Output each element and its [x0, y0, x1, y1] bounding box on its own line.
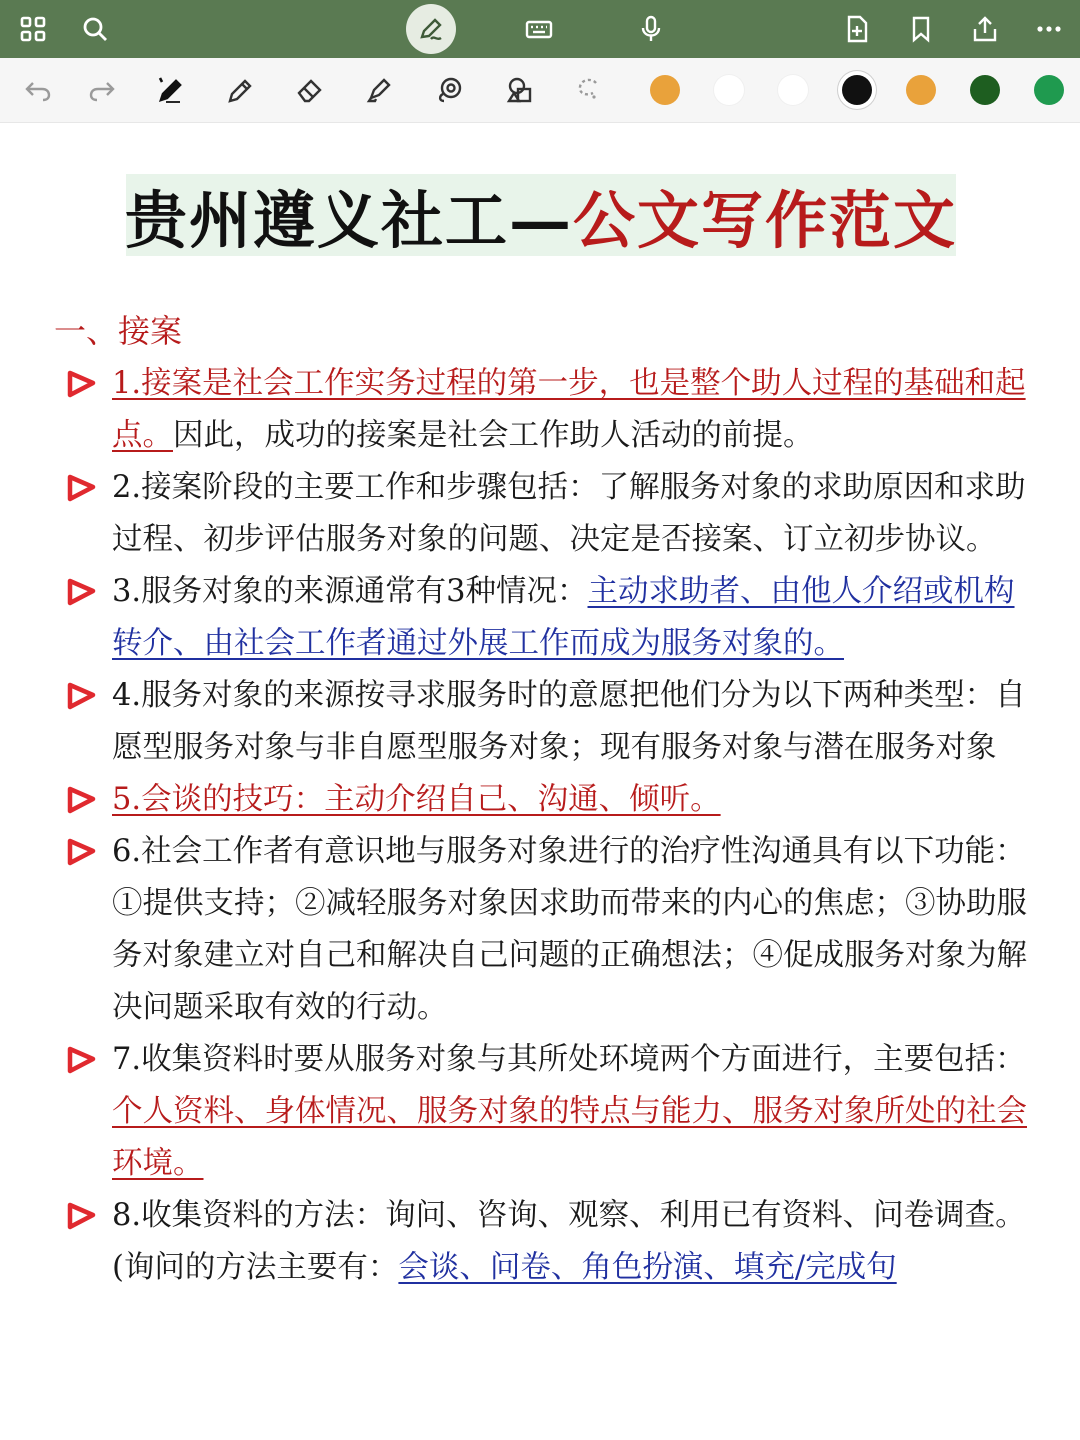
- bookmark-icon[interactable]: [898, 6, 944, 52]
- highlight-red-text: 1.接案是社会工作实务过程的第一步，也是整个助人过程的基础和起点。: [112, 366, 1026, 453]
- note-item: [60, 670, 1035, 774]
- note-item: [60, 774, 1035, 826]
- microphone-icon[interactable]: [628, 6, 674, 52]
- note-item: [60, 826, 1035, 1034]
- highlight-blue-text: 主动求助者、由他人介绍或机构转介、由社会工作者通过外展工作而成为服务对象的。: [112, 574, 1015, 661]
- item-text: 7.收集资料时要从服务对象与其所处环境两个方面进行，主要包括：: [112, 1042, 1026, 1077]
- search-icon[interactable]: [72, 6, 118, 52]
- keyboard-icon[interactable]: [516, 6, 562, 52]
- triangle-bullet-icon: [64, 682, 96, 710]
- pen-icon[interactable]: [148, 68, 192, 112]
- note-item: [60, 1190, 1035, 1294]
- color-swatch-black-selected[interactable]: [842, 75, 872, 105]
- undo-icon[interactable]: [16, 68, 60, 112]
- title-red-part: 公文写作范文: [573, 183, 958, 257]
- triangle-bullet-icon: [64, 838, 96, 866]
- shapes-icon[interactable]: [498, 68, 542, 112]
- note-title: [126, 174, 956, 256]
- eraser-icon[interactable]: [288, 68, 332, 112]
- title-black-part: 贵州遵义社工—: [124, 183, 573, 257]
- note-item: [60, 358, 1035, 462]
- item-text: 4.服务对象的来源按寻求服务时的意愿把他们分为以下两种类型：自愿型服务对象与非自愿型服务对象；现有服务对象与潜在服务对象: [112, 678, 1026, 765]
- color-swatch-white[interactable]: [714, 75, 744, 105]
- note-item-list: [60, 358, 1035, 1294]
- item-text: 3.服务对象的来源通常有3种情况：: [112, 574, 588, 609]
- lasso-icon[interactable]: [428, 68, 472, 112]
- highlight-red-text: 5.会谈的技巧：主动介绍自己、沟通、倾听。: [112, 782, 721, 817]
- triangle-bullet-icon: [64, 474, 96, 502]
- item-text: 6.社会工作者有意识地与服务对象进行的治疗性沟通具有以下功能：①提供支持；②减轻服务对象因求助而带来的内心的焦虑；③协助服务对象建立对自己和解决自己问题的正确想法；④促成服务对象为解决问题采取有效的行动。: [112, 834, 1027, 1025]
- triangle-bullet-icon: [64, 786, 96, 814]
- triangle-bullet-icon: [64, 370, 96, 398]
- triangle-bullet-icon: [64, 1202, 96, 1230]
- triangle-bullet-icon: [64, 1046, 96, 1074]
- highlight-red-text: 个人资料、身体情况、服务对象的特点与能力、服务对象所处的社会环境。: [112, 1094, 1027, 1181]
- highlighter-icon[interactable]: [356, 68, 400, 112]
- app-top-bar: [0, 0, 1080, 58]
- laser-icon[interactable]: [566, 68, 610, 112]
- item-text: 8.收集资料的方法：询问、咨询、观察、利用已有资料、问卷调查。(询问的方法主要有：: [112, 1198, 1026, 1285]
- note-item: [60, 462, 1035, 566]
- triangle-bullet-icon: [64, 578, 96, 606]
- share-icon[interactable]: [962, 6, 1008, 52]
- color-swatch-dark-green[interactable]: [970, 75, 1000, 105]
- color-swatch-orange-2[interactable]: [906, 75, 936, 105]
- color-swatch-green[interactable]: [1034, 75, 1064, 105]
- color-swatch-orange[interactable]: [650, 75, 680, 105]
- note-item: [60, 1034, 1035, 1190]
- redo-icon[interactable]: [80, 68, 124, 112]
- drawing-toolbar: [0, 58, 1080, 123]
- grid-icon[interactable]: [10, 6, 56, 52]
- section-heading: 一、接案: [54, 312, 183, 350]
- pencil-icon[interactable]: [218, 68, 262, 112]
- item-text: 2.接案阶段的主要工作和步骤包括：了解服务对象的求助原因和求助过程、初步评估服务对象的问题、决定是否接案、订立初步协议。: [112, 470, 1026, 557]
- highlight-blue-text: 会谈、问卷、角色扮演、填充/完成句: [398, 1250, 897, 1285]
- more-icon[interactable]: [1026, 6, 1072, 52]
- item-text: 因此，成功的接案是社会工作助人活动的前提。: [173, 418, 814, 453]
- pen-mode-icon[interactable]: [406, 4, 456, 54]
- add-page-icon[interactable]: [834, 6, 880, 52]
- note-item: [60, 566, 1035, 670]
- color-swatch-white-2[interactable]: [778, 75, 808, 105]
